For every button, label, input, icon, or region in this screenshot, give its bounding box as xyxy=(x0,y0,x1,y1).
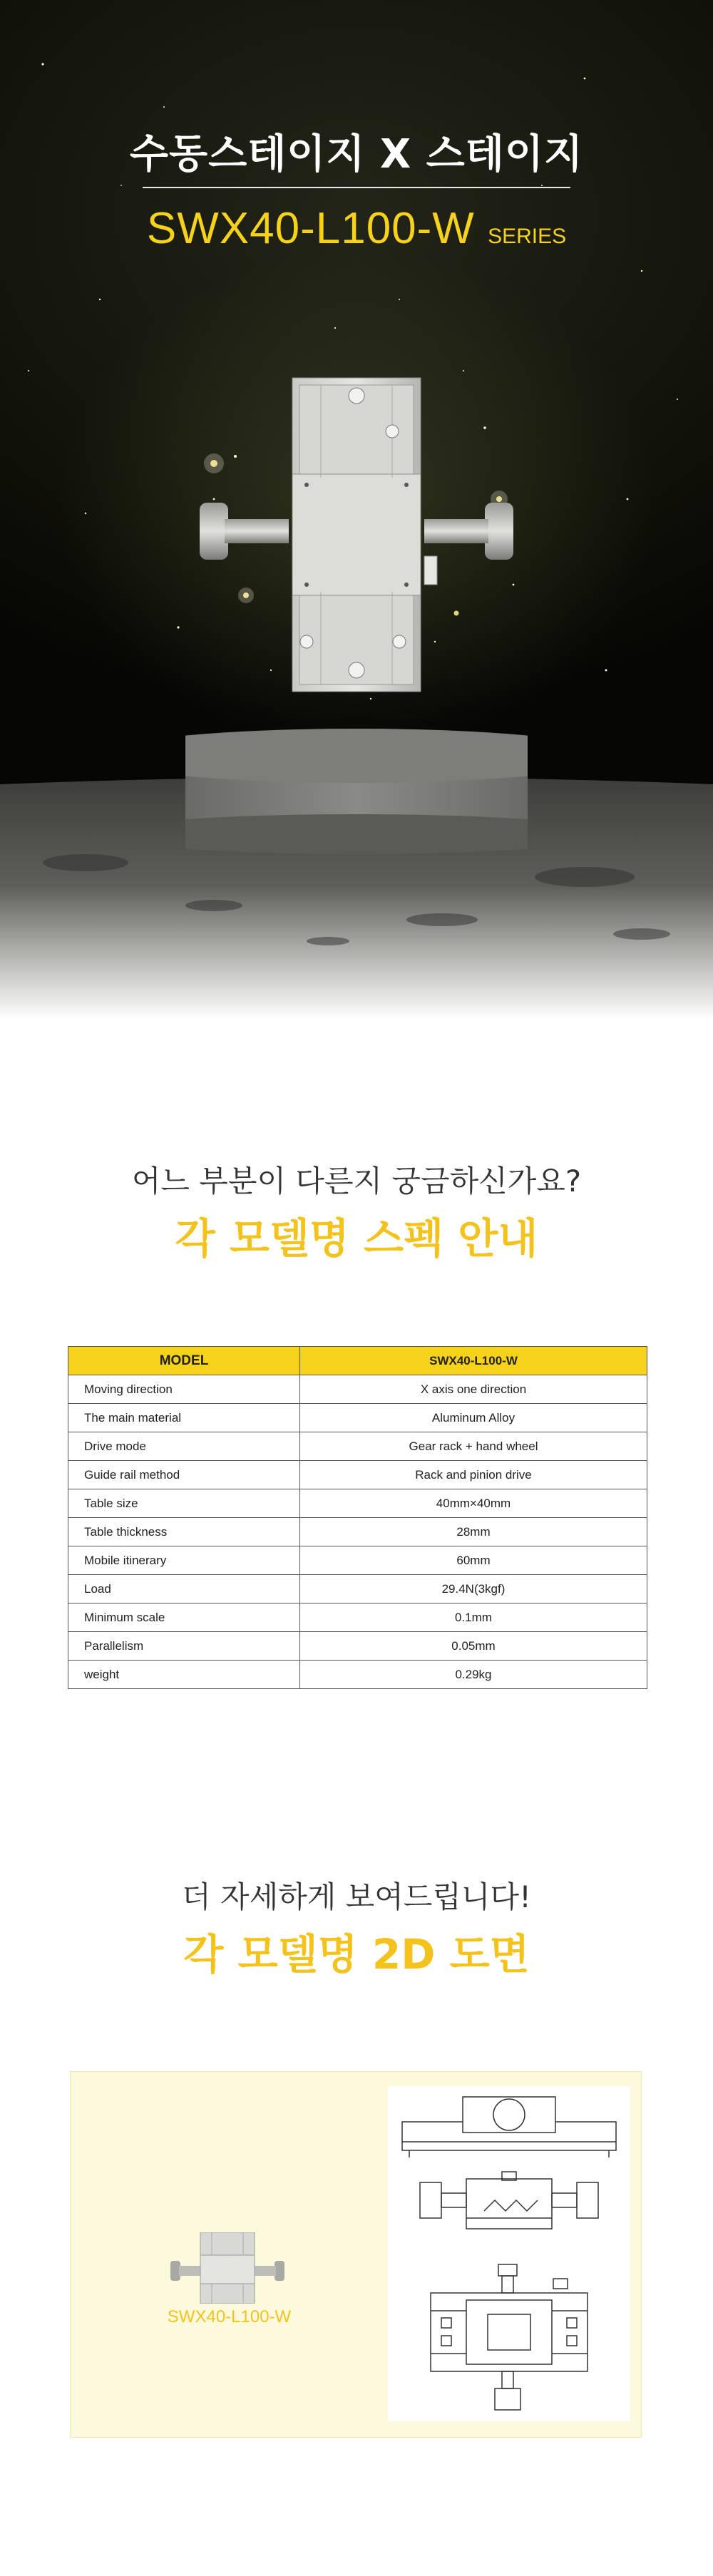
table-row xyxy=(68,1404,647,1432)
spec-value: 60mm xyxy=(300,1546,647,1575)
spec-value: 0.05mm xyxy=(300,1632,647,1661)
hero-series-label: SERIES xyxy=(488,225,567,248)
spec-header-value: SWX40-L100-W xyxy=(300,1347,647,1375)
spec-value: X axis one direction xyxy=(300,1375,647,1404)
table-row xyxy=(68,1603,647,1632)
spec-label: Mobile itinerary xyxy=(68,1546,300,1575)
spec-table xyxy=(68,1346,647,1689)
hero-title: 수동스테이지 X 스테이지 xyxy=(129,131,584,178)
hero-model-code: SWX40-L100-W xyxy=(146,204,475,253)
spec-title: 각 모델명 스펙 안내 xyxy=(175,1214,538,1263)
technical-drawing-lines xyxy=(388,2086,630,2421)
spec-label: Table size xyxy=(68,1489,300,1518)
spec-label: The main material xyxy=(68,1404,300,1432)
table-row xyxy=(68,1575,647,1603)
spec-label: Drive mode xyxy=(68,1432,300,1461)
spec-value: Rack and pinion drive xyxy=(300,1461,647,1489)
table-row xyxy=(68,1489,647,1518)
table-row xyxy=(68,1546,647,1575)
hero-divider xyxy=(143,187,570,188)
table-row xyxy=(68,1518,647,1546)
spec-value: 0.1mm xyxy=(300,1603,647,1632)
table-row xyxy=(68,1375,647,1404)
spec-header-label: MODEL xyxy=(68,1347,300,1375)
table-row xyxy=(68,1432,647,1461)
spec-label: Load xyxy=(68,1575,300,1603)
spec-value: 40mm×40mm xyxy=(300,1489,647,1518)
spec-table-header-row xyxy=(68,1347,647,1375)
thumbnail-model-label: SWX40-L100-W xyxy=(167,2307,292,2326)
spec-label: weight xyxy=(68,1661,300,1689)
spec-value: Aluminum Alloy xyxy=(300,1404,647,1432)
table-row xyxy=(68,1632,647,1661)
spec-value: 29.4N(3kgf) xyxy=(300,1575,647,1603)
hero-model-name xyxy=(0,203,713,254)
product-stage-illustration xyxy=(185,371,528,856)
spec-label: Guide rail method xyxy=(68,1461,300,1489)
drawing-subtitle: 더 자세하게 보여드립니다! xyxy=(182,1879,531,1914)
technical-drawing xyxy=(388,2086,630,2421)
spec-label: Table thickness xyxy=(68,1518,300,1546)
spec-label: Parallelism xyxy=(68,1632,300,1661)
spec-value: 28mm xyxy=(300,1518,647,1546)
spec-label: Moving direction xyxy=(68,1375,300,1404)
drawing-panel xyxy=(70,2071,642,2438)
table-row xyxy=(68,1461,647,1489)
spec-value: 0.29kg xyxy=(300,1661,647,1689)
spec-subtitle: 어느 부분이 다른지 궁금하신가요? xyxy=(131,1164,582,1199)
product-thumbnail xyxy=(170,2232,284,2304)
spec-value: Gear rack + hand wheel xyxy=(300,1432,647,1461)
drawing-title: 각 모델명 2D 도면 xyxy=(183,1930,530,1979)
spec-label: Minimum scale xyxy=(68,1603,300,1632)
hero-banner xyxy=(0,0,713,1020)
table-row xyxy=(68,1661,647,1689)
